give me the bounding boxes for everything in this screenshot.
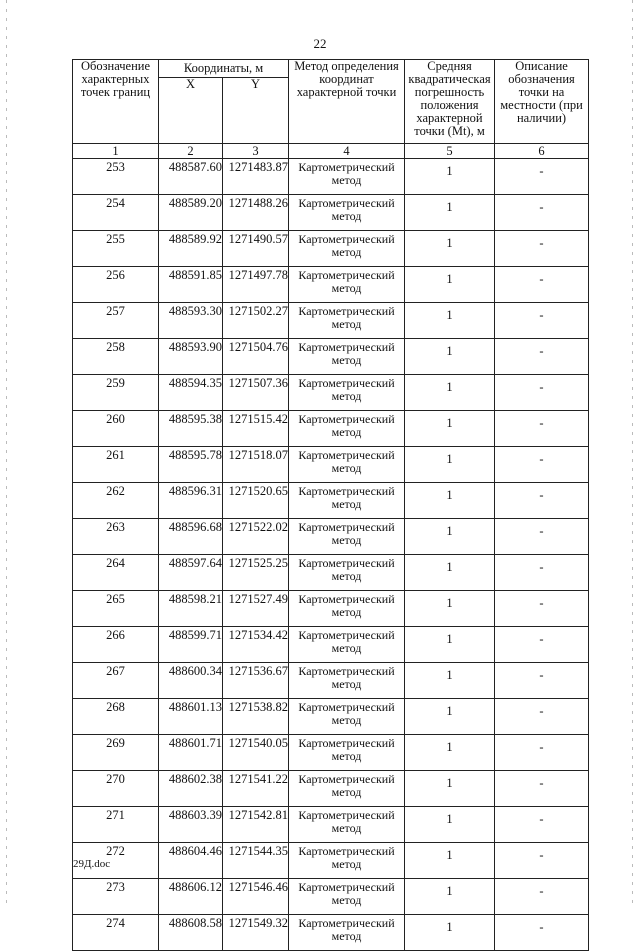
description-cell: - — [495, 843, 589, 879]
x-coordinate-cell: 488601.13 — [159, 699, 223, 735]
x-coordinate-cell: 488589.20 — [159, 195, 223, 231]
point-id-cell: 272 — [73, 843, 159, 879]
description-cell: - — [495, 771, 589, 807]
x-coordinate-cell: 488593.30 — [159, 303, 223, 339]
description-cell: - — [495, 303, 589, 339]
y-coordinate-cell: 1271541.22 — [223, 771, 289, 807]
x-coordinate-cell: 488598.21 — [159, 591, 223, 627]
method-cell: Картометрический метод — [289, 159, 405, 195]
mean-error-cell: 1 — [405, 339, 495, 375]
mean-error-cell: 1 — [405, 627, 495, 663]
mean-error-cell: 1 — [405, 771, 495, 807]
x-coordinate-cell: 488608.58 — [159, 915, 223, 951]
y-coordinate-cell: 1271522.02 — [223, 519, 289, 555]
method-cell: Картометрический метод — [289, 555, 405, 591]
y-coordinate-cell: 1271549.32 — [223, 915, 289, 951]
point-id-cell: 253 — [73, 159, 159, 195]
column-number: 1 — [73, 144, 159, 159]
method-cell: Картометрический метод — [289, 915, 405, 951]
point-id-cell: 257 — [73, 303, 159, 339]
y-coordinate-cell: 1271538.82 — [223, 699, 289, 735]
header-mean-error: Средняя квадратическая погрешность положения характерной точки (Mt), м — [405, 60, 495, 144]
table-row — [73, 447, 589, 483]
mean-error-cell: 1 — [405, 915, 495, 951]
x-coordinate-cell: 488597.64 — [159, 555, 223, 591]
point-id-cell: 265 — [73, 591, 159, 627]
table-row — [73, 519, 589, 555]
y-coordinate-cell: 1271504.76 — [223, 339, 289, 375]
header-x: X — [159, 78, 223, 144]
point-id-cell: 266 — [73, 627, 159, 663]
point-id-cell: 274 — [73, 915, 159, 951]
y-coordinate-cell: 1271518.07 — [223, 447, 289, 483]
method-cell: Картометрический метод — [289, 879, 405, 915]
table-row — [73, 555, 589, 591]
table-row — [73, 411, 589, 447]
method-cell: Картометрический метод — [289, 843, 405, 879]
x-coordinate-cell: 488587.60 — [159, 159, 223, 195]
y-coordinate-cell: 1271488.26 — [223, 195, 289, 231]
header-point-designation: Обозначение характерных точек границ — [73, 60, 159, 144]
x-coordinate-cell: 488595.38 — [159, 411, 223, 447]
mean-error-cell: 1 — [405, 159, 495, 195]
point-id-cell: 269 — [73, 735, 159, 771]
table-row — [73, 483, 589, 519]
mean-error-cell: 1 — [405, 555, 495, 591]
description-cell: - — [495, 807, 589, 843]
mean-error-cell: 1 — [405, 195, 495, 231]
description-cell: - — [495, 627, 589, 663]
column-number: 5 — [405, 144, 495, 159]
description-cell: - — [495, 339, 589, 375]
point-id-cell: 270 — [73, 771, 159, 807]
table-row — [73, 267, 589, 303]
x-coordinate-cell: 488603.39 — [159, 807, 223, 843]
description-cell: - — [495, 375, 589, 411]
mean-error-cell: 1 — [405, 375, 495, 411]
table-row — [73, 375, 589, 411]
method-cell: Картометрический метод — [289, 303, 405, 339]
mean-error-cell: 1 — [405, 663, 495, 699]
description-cell: - — [495, 195, 589, 231]
method-cell: Картометрический метод — [289, 483, 405, 519]
mean-error-cell: 1 — [405, 699, 495, 735]
y-coordinate-cell: 1271497.78 — [223, 267, 289, 303]
table-row — [73, 807, 589, 843]
table-row — [73, 663, 589, 699]
mean-error-cell: 1 — [405, 591, 495, 627]
header-y: Y — [223, 78, 289, 144]
left-scan-edge — [6, 0, 7, 905]
method-cell: Картометрический метод — [289, 591, 405, 627]
table-row — [73, 303, 589, 339]
point-id-cell: 260 — [73, 411, 159, 447]
method-cell: Картометрический метод — [289, 627, 405, 663]
table-row — [73, 771, 589, 807]
method-cell: Картометрический метод — [289, 231, 405, 267]
point-id-cell: 254 — [73, 195, 159, 231]
y-coordinate-cell: 1271520.65 — [223, 483, 289, 519]
table-row — [73, 735, 589, 771]
right-scan-edge — [632, 0, 633, 905]
coordinates-table — [72, 59, 589, 951]
description-cell: - — [495, 483, 589, 519]
header-method: Метод определения координат характерной точки — [289, 60, 405, 144]
point-id-cell: 258 — [73, 339, 159, 375]
table-row — [73, 339, 589, 375]
column-number-row — [73, 144, 589, 159]
method-cell: Картометрический метод — [289, 447, 405, 483]
x-coordinate-cell: 488602.38 — [159, 771, 223, 807]
y-coordinate-cell: 1271534.42 — [223, 627, 289, 663]
y-coordinate-cell: 1271507.36 — [223, 375, 289, 411]
table-row — [73, 195, 589, 231]
mean-error-cell: 1 — [405, 303, 495, 339]
point-id-cell: 256 — [73, 267, 159, 303]
method-cell: Картометрический метод — [289, 735, 405, 771]
description-cell: - — [495, 699, 589, 735]
header-coordinates: Координаты, м — [159, 60, 289, 78]
x-coordinate-cell: 488604.46 — [159, 843, 223, 879]
table-row — [73, 231, 589, 267]
description-cell: - — [495, 447, 589, 483]
description-cell: - — [495, 411, 589, 447]
y-coordinate-cell: 1271490.57 — [223, 231, 289, 267]
description-cell: - — [495, 879, 589, 915]
x-coordinate-cell: 488591.85 — [159, 267, 223, 303]
page-number: 22 — [313, 36, 327, 51]
method-cell: Картометрический метод — [289, 267, 405, 303]
y-coordinate-cell: 1271546.46 — [223, 879, 289, 915]
mean-error-cell: 1 — [405, 483, 495, 519]
footer-filename: 29Д.doc — [73, 858, 111, 870]
mean-error-cell: 1 — [405, 447, 495, 483]
method-cell: Картометрический метод — [289, 519, 405, 555]
point-id-cell: 262 — [73, 483, 159, 519]
point-id-cell: 263 — [73, 519, 159, 555]
y-coordinate-cell: 1271515.42 — [223, 411, 289, 447]
mean-error-cell: 1 — [405, 807, 495, 843]
column-number: 6 — [495, 144, 589, 159]
y-coordinate-cell: 1271527.49 — [223, 591, 289, 627]
y-coordinate-cell: 1271540.05 — [223, 735, 289, 771]
method-cell: Картометрический метод — [289, 195, 405, 231]
table-row — [73, 879, 589, 915]
x-coordinate-cell: 488595.78 — [159, 447, 223, 483]
table-row — [73, 699, 589, 735]
method-cell: Картометрический метод — [289, 663, 405, 699]
y-coordinate-cell: 1271536.67 — [223, 663, 289, 699]
x-coordinate-cell: 488601.71 — [159, 735, 223, 771]
header-point-description: Описание обозначения точки на местности (при наличии) — [495, 60, 589, 144]
table-row — [73, 159, 589, 195]
point-id-cell: 267 — [73, 663, 159, 699]
point-id-cell: 261 — [73, 447, 159, 483]
method-cell: Картометрический метод — [289, 699, 405, 735]
mean-error-cell: 1 — [405, 231, 495, 267]
description-cell: - — [495, 159, 589, 195]
table-row — [73, 843, 589, 879]
point-id-cell: 271 — [73, 807, 159, 843]
mean-error-cell: 1 — [405, 267, 495, 303]
column-number: 3 — [223, 144, 289, 159]
x-coordinate-cell: 488606.12 — [159, 879, 223, 915]
method-cell: Картометрический метод — [289, 411, 405, 447]
y-coordinate-cell: 1271483.87 — [223, 159, 289, 195]
description-cell: - — [495, 231, 589, 267]
x-coordinate-cell: 488589.92 — [159, 231, 223, 267]
description-cell: - — [495, 519, 589, 555]
table-row — [73, 627, 589, 663]
x-coordinate-cell: 488599.71 — [159, 627, 223, 663]
x-coordinate-cell: 488600.34 — [159, 663, 223, 699]
table-row — [73, 591, 589, 627]
description-cell: - — [495, 663, 589, 699]
description-cell: - — [495, 915, 589, 951]
table-row — [73, 915, 589, 951]
description-cell: - — [495, 555, 589, 591]
mean-error-cell: 1 — [405, 879, 495, 915]
point-id-cell: 259 — [73, 375, 159, 411]
table-body — [73, 159, 589, 951]
x-coordinate-cell: 488596.68 — [159, 519, 223, 555]
description-cell: - — [495, 735, 589, 771]
point-id-cell: 268 — [73, 699, 159, 735]
x-coordinate-cell: 488594.35 — [159, 375, 223, 411]
point-id-cell: 273 — [73, 879, 159, 915]
y-coordinate-cell: 1271542.81 — [223, 807, 289, 843]
method-cell: Картометрический метод — [289, 375, 405, 411]
method-cell: Картометрический метод — [289, 771, 405, 807]
mean-error-cell: 1 — [405, 735, 495, 771]
x-coordinate-cell: 488596.31 — [159, 483, 223, 519]
description-cell: - — [495, 591, 589, 627]
point-id-cell: 255 — [73, 231, 159, 267]
description-cell: - — [495, 267, 589, 303]
y-coordinate-cell: 1271544.35 — [223, 843, 289, 879]
method-cell: Картометрический метод — [289, 807, 405, 843]
column-number: 2 — [159, 144, 223, 159]
y-coordinate-cell: 1271525.25 — [223, 555, 289, 591]
mean-error-cell: 1 — [405, 519, 495, 555]
column-number: 4 — [289, 144, 405, 159]
y-coordinate-cell: 1271502.27 — [223, 303, 289, 339]
method-cell: Картометрический метод — [289, 339, 405, 375]
x-coordinate-cell: 488593.90 — [159, 339, 223, 375]
mean-error-cell: 1 — [405, 843, 495, 879]
mean-error-cell: 1 — [405, 411, 495, 447]
point-id-cell: 264 — [73, 555, 159, 591]
